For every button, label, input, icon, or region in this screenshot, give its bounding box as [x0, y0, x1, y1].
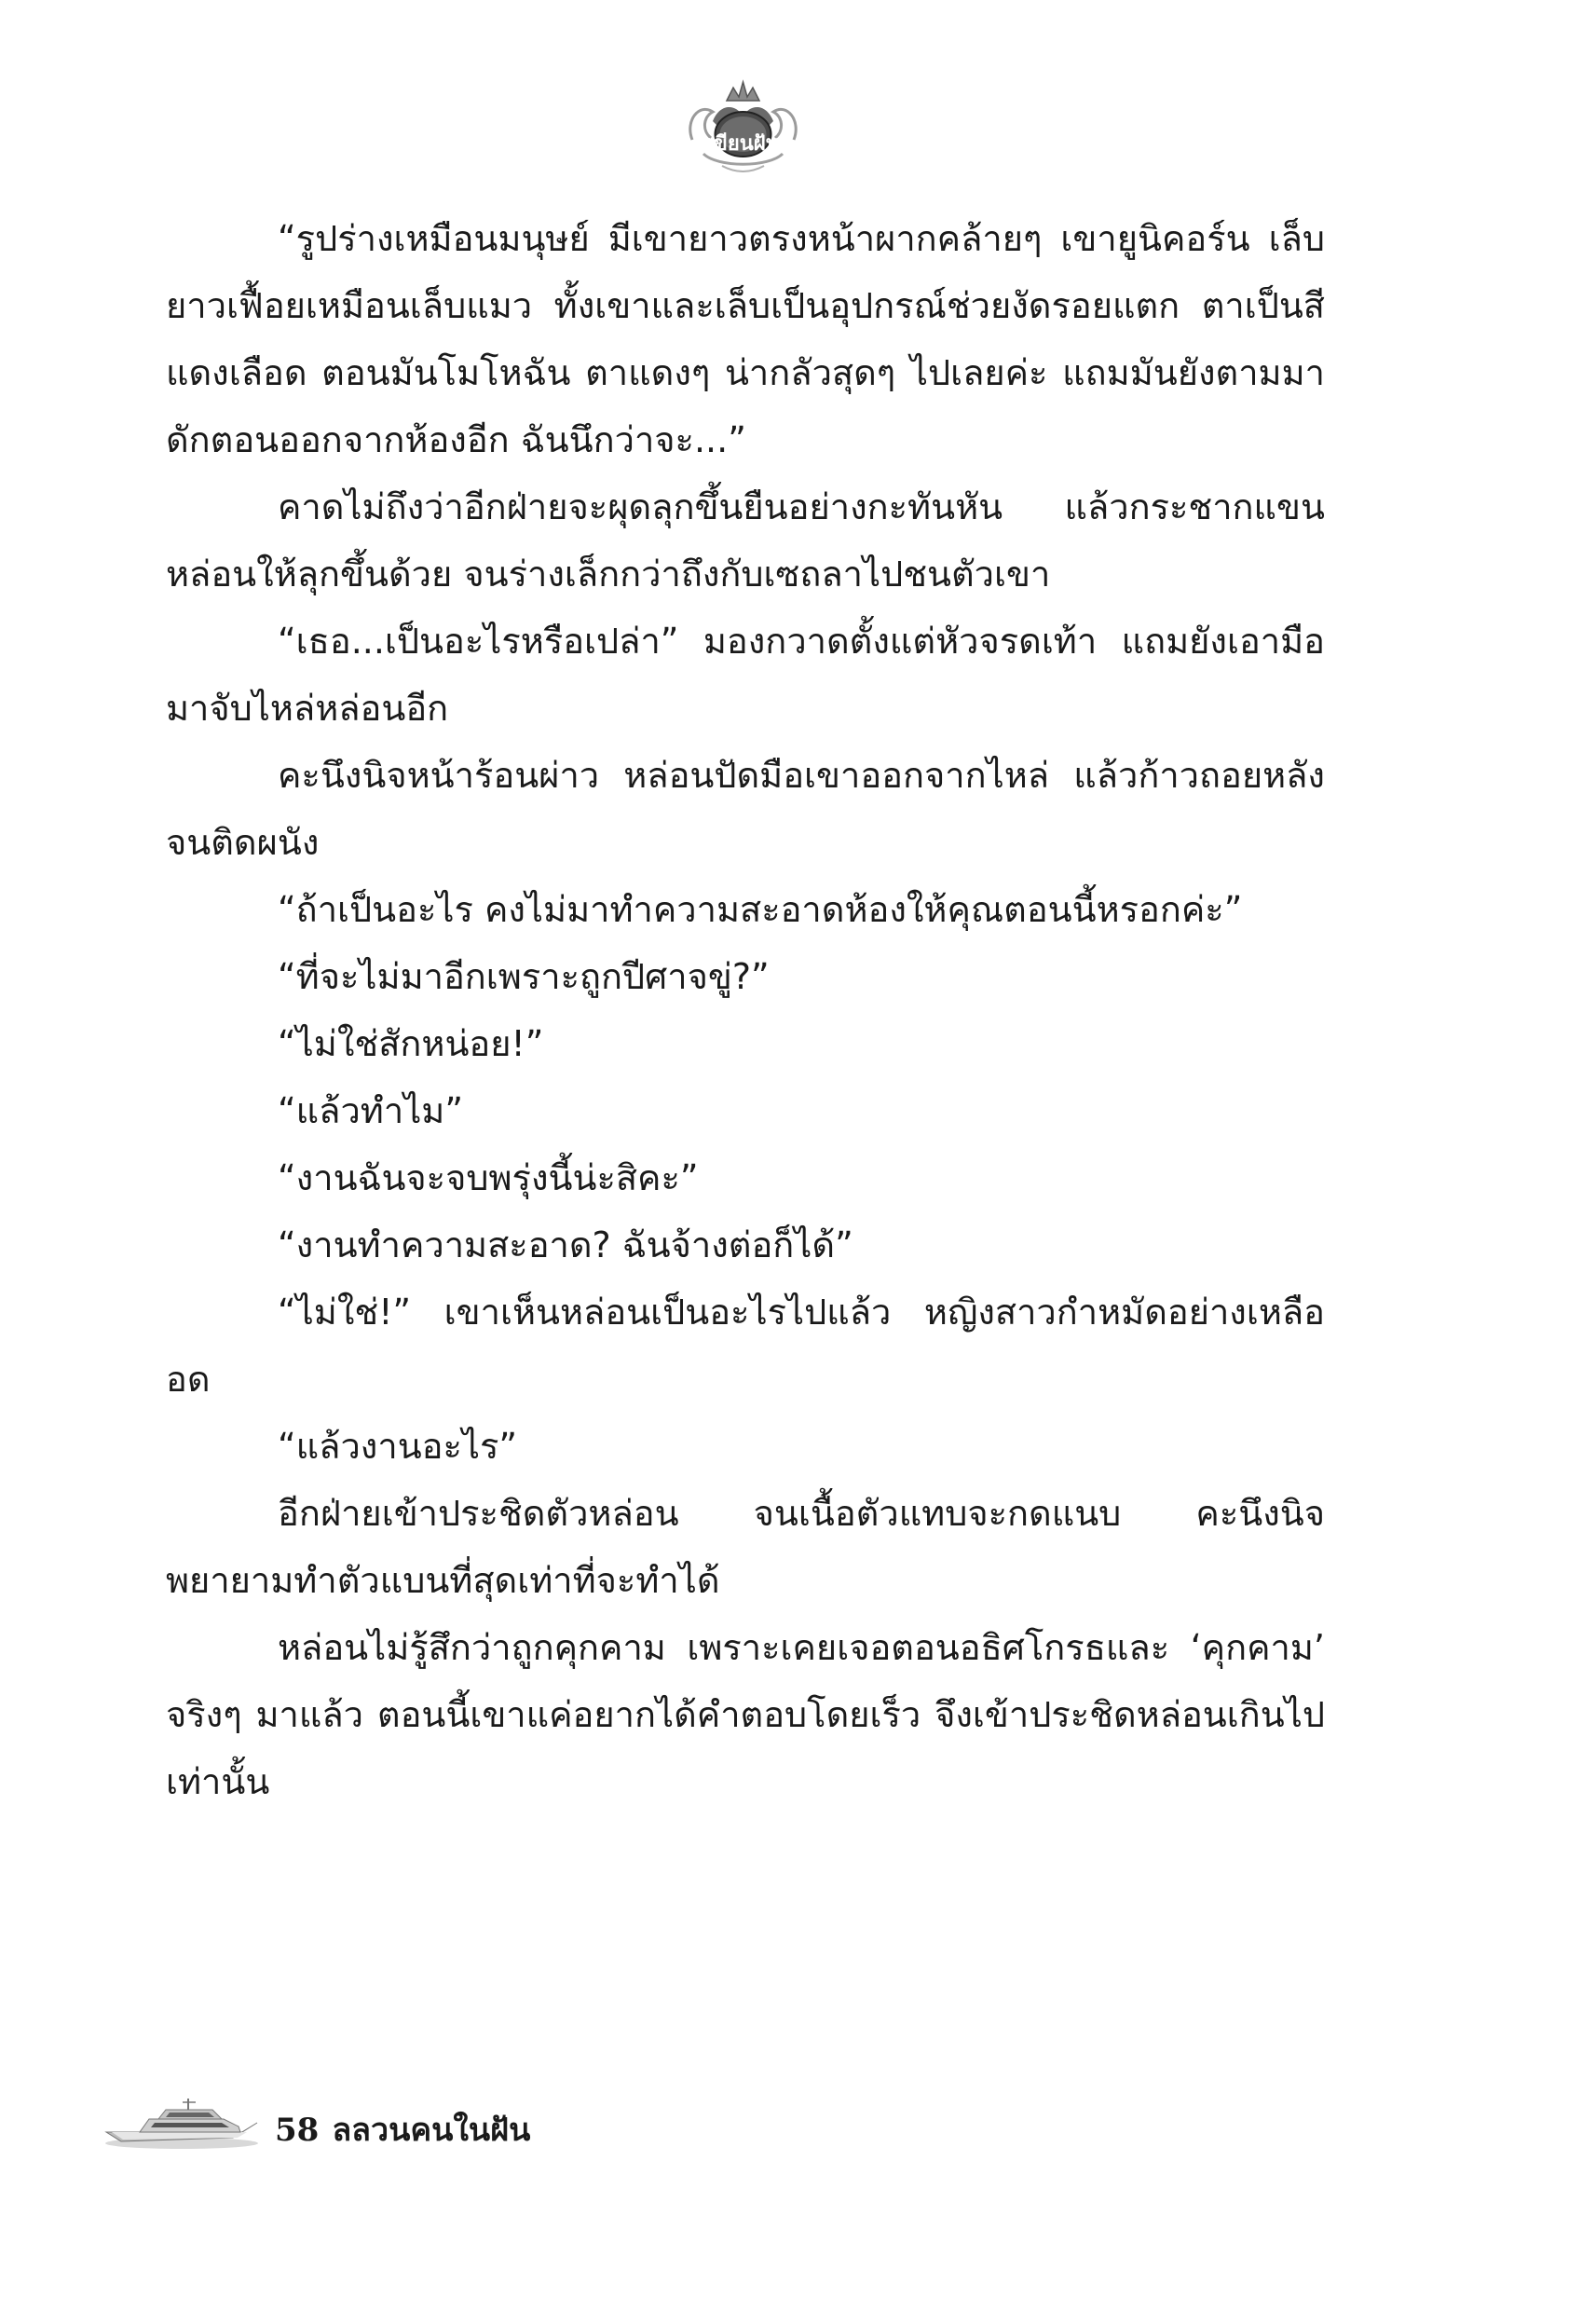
page-number: 58	[275, 2112, 320, 2149]
paragraph: “รูปร่างเหมือนมนุษย์ มีเขายาวตรงหน้าผากคล้ายๆ เขายูนิคอร์น เล็บยาวเฟื้อยเหมือนเล็บแมว ทั้งเขาและเล็บเป็นอุปกรณ์ช่วยงัดรอยแตก ตาเป็นสีแดงเลือด ตอนมันโมโหฉัน ตาแดงๆ น่ากลัวสุดๆ ไปเลยค่ะ แถมมันยังตามมาดักตอนออกจากห้องอีก ฉันนึกว่าจะ...”	[166, 218, 1325, 460]
page-folio	[275, 2104, 530, 2154]
paragraph: “งานทำความสะอาด? ฉันจ้างต่อก็ได้”	[278, 1224, 853, 1265]
paragraph: คาดไม่ถึงว่าอีกฝ่ายจะผุดลุกขึ้นยืนอย่างกะทันหัน แล้วกระชากแขนหล่อนให้ลุกขึ้นด้วย จนร่างเล็กกว่าถึงกับเซถลาไปชนตัวเขา	[166, 486, 1325, 595]
paragraph: “ที่จะไม่มาอีกเพราะถูกปีศาจขู่?”	[278, 956, 770, 997]
paragraph: อีกฝ่ายเข้าประชิดตัวหล่อน จนเนื้อตัวแทบจะกดแนบ คะนึงนิจพยายามทำตัวแบนที่สุดเท่าที่จะทำได้	[166, 1493, 1325, 1601]
paragraph: คะนึงนิจหน้าร้อนผ่าว หล่อนปัดมือเขาออกจากไหล่ แล้วก้าวถอยหลังจนติดผนัง	[166, 755, 1325, 863]
body-text	[166, 205, 1325, 1815]
paragraph: “ถ้าเป็นอะไร คงไม่มาทำความสะอาดห้องให้คุณตอนนี้หรอกค่ะ”	[278, 889, 1243, 930]
paragraph: “แล้วงานอะไร”	[278, 1426, 518, 1467]
book-title: ลลวนคนในฝัน	[332, 2112, 531, 2149]
paragraph: หล่อนไม่รู้สึกว่าถูกคุกคาม เพราะเคยเจอตอนอธิศโกรธและ ‘คุกคาม’ จริงๆ มาแล้ว ตอนนี้เขาแค่อยากได้คำตอบโดยเร็ว จึงเข้าประชิดหล่อนเกินไปเท่านั้น	[166, 1627, 1325, 1802]
yacht-icon	[102, 2095, 261, 2151]
paragraph: “แล้วทำไม”	[278, 1090, 464, 1131]
publisher-logo	[685, 75, 801, 177]
page-footer	[102, 2095, 755, 2160]
paragraph: “งานฉันจะจบพรุ่งนี้น่ะสิคะ”	[278, 1157, 699, 1198]
paragraph: “ไม่ใช่สักหน่อย!”	[278, 1023, 544, 1064]
paragraph: “เธอ...เป็นอะไรหรือเปล่า” มองกวาดตั้งแต่หัวจรดเท้า แถมยังเอามือมาจับไหล่หล่อนอีก	[166, 621, 1325, 729]
publisher-logo-emblem-icon	[685, 75, 801, 177]
paragraph: “ไม่ใช่!” เขาเห็นหล่อนเป็นอะไรไปแล้ว หญิงสาวกำหมัดอย่างเหลืออด	[166, 1292, 1325, 1400]
publisher-logo-text: เขียนฝัน	[706, 132, 780, 156]
